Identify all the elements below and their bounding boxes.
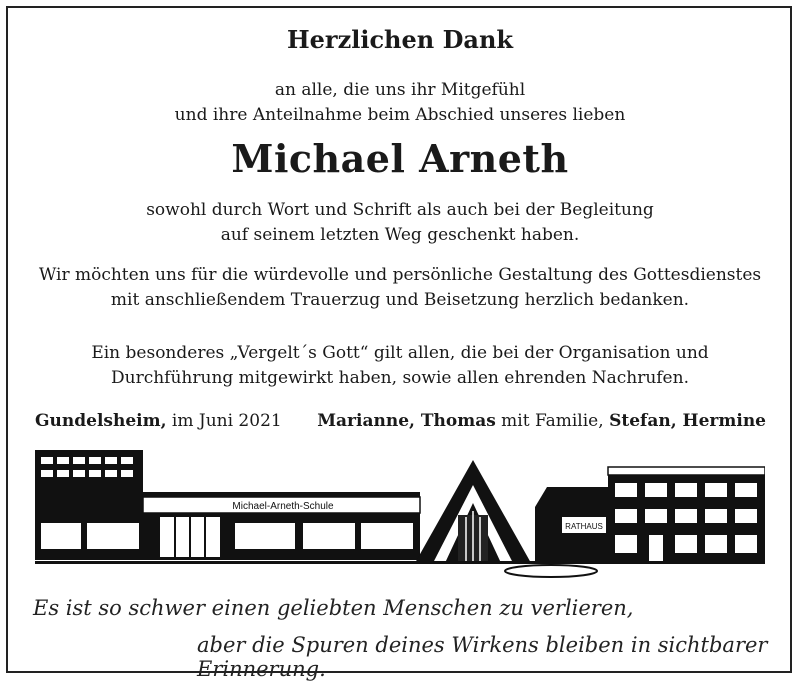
paragraph-service <box>0 263 800 313</box>
townhall-icon <box>535 467 765 563</box>
deceased-name: Michael Arneth <box>231 136 569 181</box>
paragraph-line: Durchführung mitgewirkt haben, sowie allen ehrenden Nachrufen. <box>111 368 689 388</box>
paragraph-line: Wir möchten uns für die würdevolle und persönliche Gestaltung des Gottesdienstes <box>38 265 762 285</box>
intro-line: und ihre Anteilnahme beim Abschied unseres lieben <box>174 105 626 125</box>
church-icon <box>415 460 531 563</box>
paragraph-vergelts-gott <box>0 341 800 391</box>
quote-line-1: Es ist so schwer einen geliebten Menschen zu verlieren, <box>33 596 634 620</box>
paragraph-thanks <box>0 198 800 248</box>
date: im Juni 2021 <box>166 411 282 431</box>
family-names-1: Marianne, Thomas <box>317 411 496 431</box>
paragraph-line: Ein besonderes „Vergelt´s Gott“ gilt allen, die bei der Organisation und <box>91 343 709 363</box>
place: Gundelsheim, <box>35 411 167 431</box>
school-building-icon <box>35 450 420 560</box>
intro-line: an alle, die uns ihr Mitgefühl <box>274 80 526 100</box>
family-names-2: Stefan, Hermine <box>609 411 766 431</box>
buildings-illustration <box>35 445 765 590</box>
family-signature <box>317 411 766 431</box>
family-with: mit Familie, <box>495 411 610 431</box>
school-sign: Michael-Arneth-Schule <box>232 501 334 512</box>
intro-paragraph <box>0 78 800 128</box>
quote-line-2: aber die Spuren deines Wirkens bleiben in sichtbarer Erinnerung. <box>197 633 768 681</box>
townhall-sign: RATHAUS <box>565 522 603 531</box>
heading: Herzlichen Dank <box>286 25 514 54</box>
paragraph-line: auf seinem letzten Weg geschenkt haben. <box>220 225 580 245</box>
place-date <box>35 411 282 431</box>
paragraph-line: mit anschließendem Trauerzug und Beisetzung herzlich bedanken. <box>110 290 690 310</box>
paragraph-line: sowohl durch Wort und Schrift als auch bei der Begleitung <box>146 200 654 220</box>
